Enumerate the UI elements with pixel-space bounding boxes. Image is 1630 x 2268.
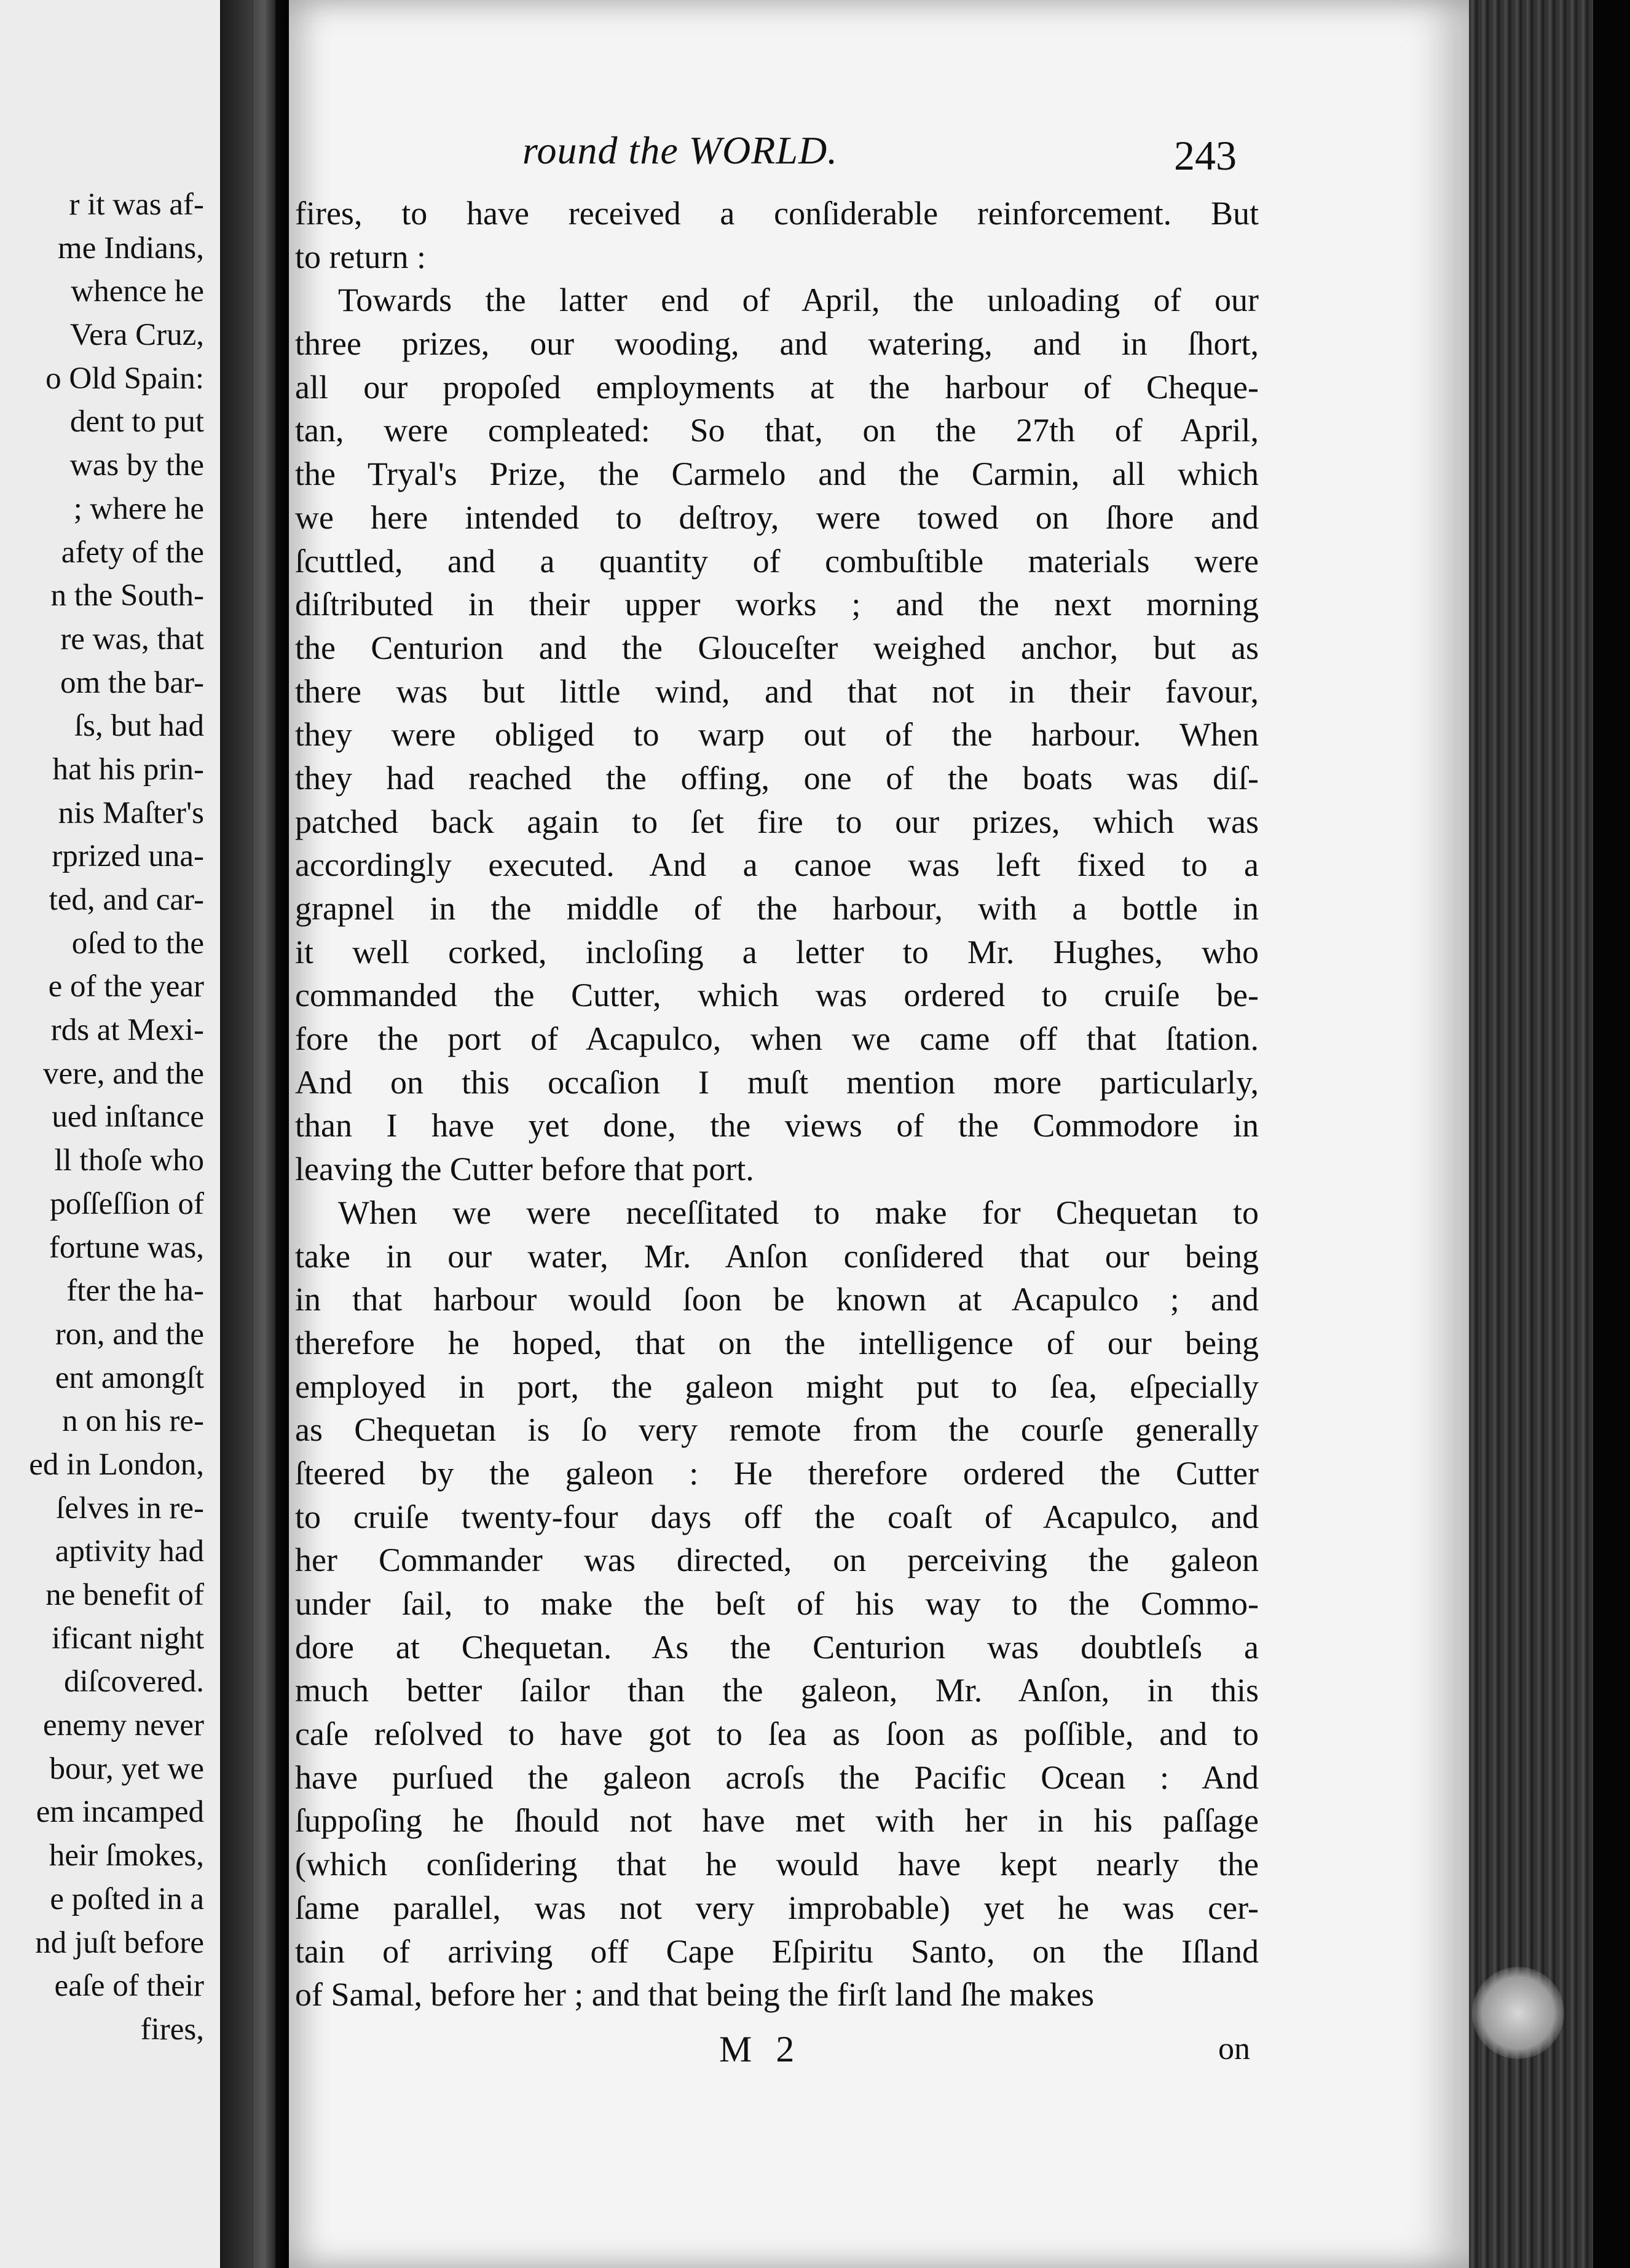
body-line: And on this occaſion I muſt mention more particularly, bbox=[295, 1063, 1259, 1101]
page-header bbox=[522, 128, 838, 173]
body-line: ſuppoſing he ſhould not have met with her in his paſſage bbox=[295, 1802, 1259, 1840]
body-line: there was but little wind, and that not in their favour, bbox=[295, 672, 1259, 710]
body-line: her Commander was directed, on perceiving the galeon bbox=[295, 1542, 1259, 1579]
left-page-line: ed in London, bbox=[29, 1447, 204, 1482]
paper-stain bbox=[1472, 1967, 1564, 2059]
body-line: ſame parallel, was not very improbable) yet he was cer- bbox=[295, 1889, 1259, 1926]
body-line: fires, to have received a conſiderable reinforcement. But bbox=[295, 195, 1259, 232]
body-line: all our propoſed employments at the harbour of Cheque- bbox=[295, 368, 1259, 406]
left-page bbox=[0, 0, 220, 2268]
body-line: diſtributed in their upper works ; and the next morning bbox=[295, 586, 1259, 623]
body-line: When we were neceſſitated to make for Chequetan to bbox=[338, 1194, 1259, 1231]
body-line: than I have yet done, the views of the Commodore in bbox=[295, 1107, 1259, 1144]
page-edges bbox=[1469, 0, 1630, 2268]
left-page-line: ; where he bbox=[73, 491, 204, 526]
body-line: Towards the latter end of April, the unloading of our bbox=[338, 282, 1259, 319]
left-page-line: r it was af- bbox=[69, 187, 204, 222]
body-line: grapnel in the middle of the harbour, with a bottle in bbox=[295, 890, 1259, 927]
left-page-line: ted, and car- bbox=[49, 883, 204, 917]
left-page-line: poſſeſſion of bbox=[50, 1186, 204, 1221]
left-page-line: Vera Cruz, bbox=[69, 318, 204, 353]
page-number: 243 bbox=[1174, 132, 1237, 179]
body-line: (which conſidering that he would have kept nearly the bbox=[295, 1846, 1259, 1883]
gutter-highlight bbox=[253, 0, 275, 2268]
left-page-line: o Old Spain: bbox=[45, 361, 204, 396]
body-line: to return : bbox=[295, 238, 426, 275]
body-line: take in our water, Mr. Anſon conſidered that our being bbox=[295, 1237, 1259, 1275]
signature-mark: M 2 bbox=[719, 2029, 802, 2069]
left-page-line: ron, and the bbox=[55, 1317, 204, 1352]
left-page-line: me Indians, bbox=[58, 230, 204, 266]
body-line: three prizes, our wooding, and watering, and in ſhort, bbox=[295, 325, 1259, 363]
left-page-line: e of the year bbox=[48, 969, 204, 1004]
left-page-line: whence he bbox=[71, 274, 204, 309]
left-page-line: dent to put bbox=[69, 404, 204, 439]
body-line: employed in port, the galeon might put to ſea, eſpecially bbox=[295, 1368, 1259, 1405]
left-page-line: nd juſt before bbox=[35, 1925, 204, 1960]
body-line: it well corked, incloſing a letter to Mr. Hughes, who bbox=[295, 933, 1259, 971]
body-line: tain of arriving off Cape Eſpiritu Santo, on the Iſland bbox=[295, 1932, 1259, 1970]
left-page-line: ne benefit of bbox=[45, 1578, 204, 1612]
left-page-line: fter the ha- bbox=[66, 1274, 204, 1309]
body-line: under ſail, to make the beſt of his way to the Commo- bbox=[295, 1585, 1259, 1622]
body-line: commanded the Cutter, which was ordered to cruiſe be- bbox=[295, 977, 1259, 1014]
running-head: round the WORLD. bbox=[522, 128, 838, 172]
left-page-line: hat his prin- bbox=[52, 752, 204, 787]
body-line: have purſued the galeon acroſs the Pacific Ocean : And bbox=[295, 1758, 1259, 1796]
left-page-line: fortune was, bbox=[49, 1230, 204, 1265]
left-page-line: ent amongſt bbox=[55, 1360, 204, 1395]
left-page-line: ued inſtance bbox=[52, 1100, 204, 1135]
left-page-line: re was, that bbox=[60, 621, 204, 656]
left-page-line: vere, and the bbox=[43, 1056, 204, 1091]
left-page-line: ificant night bbox=[52, 1621, 204, 1656]
left-page-line: was by the bbox=[69, 448, 204, 483]
body-line: the Centurion and the Glouceſter weighed anchor, but as bbox=[295, 629, 1259, 666]
body-line: of Samal, before her ; and that being the firſt land ſhe makes bbox=[295, 1976, 1095, 2014]
left-page-line: nis Maſter's bbox=[58, 795, 204, 830]
body-line: we here intended to deſtroy, were towed on ſhore and bbox=[295, 498, 1259, 536]
left-page-text bbox=[29, 183, 204, 2052]
left-page-line: om the bar- bbox=[60, 665, 204, 700]
left-page-line: rds at Mexi- bbox=[50, 1013, 204, 1048]
body-text bbox=[295, 192, 1259, 2017]
left-page-line: heir ſmokes, bbox=[49, 1838, 204, 1873]
body-line: they had reached the offing, one of the boats was diſ- bbox=[295, 759, 1259, 797]
body-line: to cruiſe twenty-four days off the coaſt of Acapulco, and bbox=[295, 1498, 1259, 1535]
body-line: tan, were compleated: So that, on the 27th of April, bbox=[295, 412, 1259, 449]
body-line: leaving the Cutter before that port. bbox=[295, 1151, 754, 1188]
left-page-line: fires, bbox=[140, 2012, 204, 2047]
left-page-line: diſcovered. bbox=[64, 1664, 204, 1699]
body-line: accordingly executed. And a canoe was left fixed to a bbox=[295, 846, 1259, 884]
body-line: fore the port of Acapulco, when we came off that ſtation. bbox=[295, 1020, 1259, 1058]
body-line: patched back again to ſet fire to our prizes, which was bbox=[295, 803, 1259, 840]
left-page-line: e poſted in a bbox=[50, 1881, 204, 1916]
body-line: much better ſailor than the galeon, Mr. Anſon, in this bbox=[295, 1672, 1259, 1709]
left-page-line: enemy never bbox=[43, 1708, 204, 1743]
left-page-line: ſelves in re- bbox=[56, 1490, 204, 1526]
left-page-line: ſs, but had bbox=[74, 709, 204, 744]
left-page-line: oſed to the bbox=[71, 926, 204, 961]
left-page-line: bour, yet we bbox=[49, 1751, 204, 1786]
body-line: therefore he hoped, that on the intelligence of our being bbox=[295, 1324, 1259, 1361]
left-page-line: n the South- bbox=[50, 578, 204, 613]
body-line: caſe reſolved to have got to ſea as ſoon as poſſible, and to bbox=[295, 1715, 1259, 1753]
left-page-line: n on his re- bbox=[62, 1404, 204, 1439]
left-page-line: aptivity had bbox=[55, 1534, 204, 1569]
left-page-line: em incamped bbox=[36, 1795, 204, 1830]
body-line: in that harbour would ſoon be known at Acapulco ; and bbox=[295, 1281, 1259, 1318]
body-line: dore at Chequetan. As the Centurion was doubtleſs a bbox=[295, 1628, 1259, 1666]
left-page-line: rprized una- bbox=[52, 839, 204, 874]
body-line: ſteered by the galeon : He therefore ordered the Cutter bbox=[295, 1454, 1259, 1492]
catchword: on bbox=[1218, 2031, 1250, 2066]
left-page-line: ll thoſe who bbox=[54, 1143, 204, 1178]
body-line: ſcuttled, and a quantity of combuſtible materials were bbox=[295, 542, 1259, 580]
body-line: they were obliged to warp out of the harbour. When bbox=[295, 716, 1259, 754]
left-page-line: eaſe of their bbox=[54, 1969, 204, 2004]
left-page-line: afety of the bbox=[61, 535, 204, 570]
body-line: as Chequetan is ſo very remote from the courſe generally bbox=[295, 1411, 1259, 1449]
body-line: the Tryal's Prize, the Carmelo and the Carmin, all which bbox=[295, 455, 1259, 493]
